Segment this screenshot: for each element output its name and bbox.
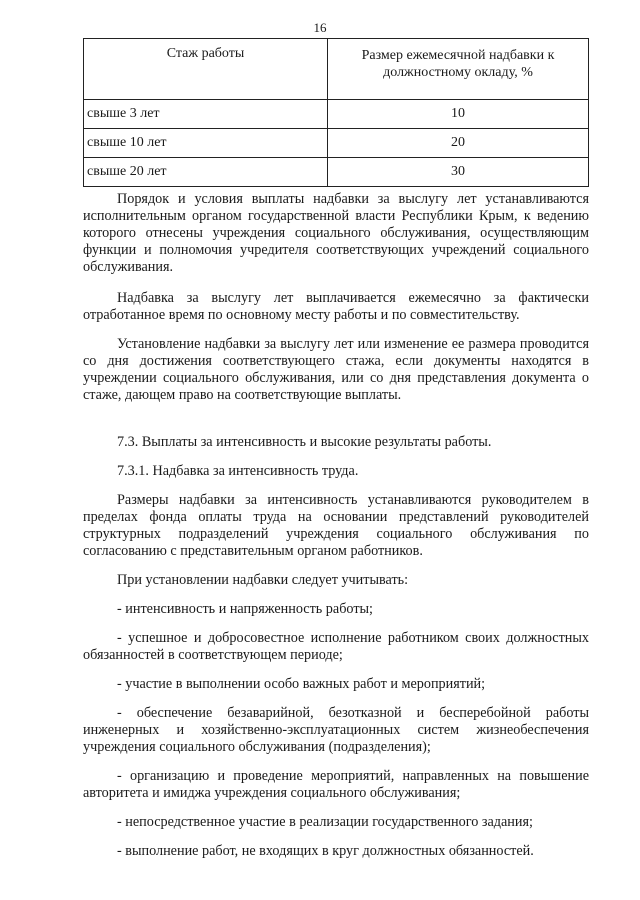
table-cell-period: свыше 3 лет [84, 100, 328, 129]
subsection-heading-7-3-1: 7.3.1. Надбавка за интенсивность труда. [117, 463, 359, 479]
column-header-bonus-percent: Размер ежемесячной надбавки к должностному окладу, % [328, 39, 589, 100]
list-item: - организацию и проведение мероприятий, направленных на повышение авторитета и имиджа учреждения социального обслуживания; [83, 768, 589, 801]
list-item: - участие в выполнении особо важных работ и мероприятий; [117, 676, 486, 692]
table-row [84, 100, 589, 129]
paragraph-monthly-payment: Надбавка за выслугу лет выплачивается ежемесячно за фактически отработанное время по основному месту работы и по совместительству. [83, 290, 589, 323]
table-row [84, 129, 589, 158]
table-row [84, 158, 589, 187]
list-item: - непосредственное участие в реализации государственного задания; [117, 814, 533, 830]
list-item: - успешное и добросовестное исполнение работником своих должностных обязанностей в соответствующем периоде; [83, 630, 589, 663]
table-cell-percent: 30 [328, 158, 589, 187]
paragraph-establishment: Установление надбавки за выслугу лет или изменение ее размера проводится со дня достижения соответствующего стажа, если документы находятся в учреждении социального обслуживания, или со дня представления документа о стаже, дающем право на соответствующие выплаты. [83, 336, 589, 403]
section-heading-7-3: 7.3. Выплаты за интенсивность и высокие результаты работы. [117, 434, 492, 450]
seniority-bonus-table [83, 38, 589, 187]
paragraph-criteria-intro: При установлении надбавки следует учитывать: [117, 572, 409, 588]
list-item: - обеспечение безаварийной, безотказной и бесперебойной работы инженерных и хозяйственно-эксплуатационных систем жизнеобеспечения учреждения социального обслуживания (подразделения); [83, 705, 589, 755]
paragraph-intensity-bonus-size: Размеры надбавки за интенсивность устанавливаются руководителем в пределах фонда оплаты труда на основании представлений руководителей структурных подразделений учреждения социального обслуживания по согласованию с представительным органом работников. [83, 492, 589, 559]
page-number: 16 [313, 20, 327, 35]
table-cell-period: свыше 20 лет [84, 158, 328, 187]
list-item: - интенсивность и напряженность работы; [117, 601, 373, 617]
column-header-seniority: Стаж работы [84, 39, 328, 100]
table-header-row [84, 39, 589, 100]
table-cell-period: свыше 10 лет [84, 129, 328, 158]
table-cell-percent: 20 [328, 129, 589, 158]
paragraph-payment-procedure: Порядок и условия выплаты надбавки за выслугу лет устанавливаются исполнительным органом государственной власти Республики Крым, к ведению которого отнесены учреждения социального обслуживания, осуществляющим функции и полномочия учредителя соответствующих учреждений социального обслуживания. [83, 191, 589, 275]
table-cell-percent: 10 [328, 100, 589, 129]
list-item: - выполнение работ, не входящих в круг должностных обязанностей. [117, 843, 534, 859]
